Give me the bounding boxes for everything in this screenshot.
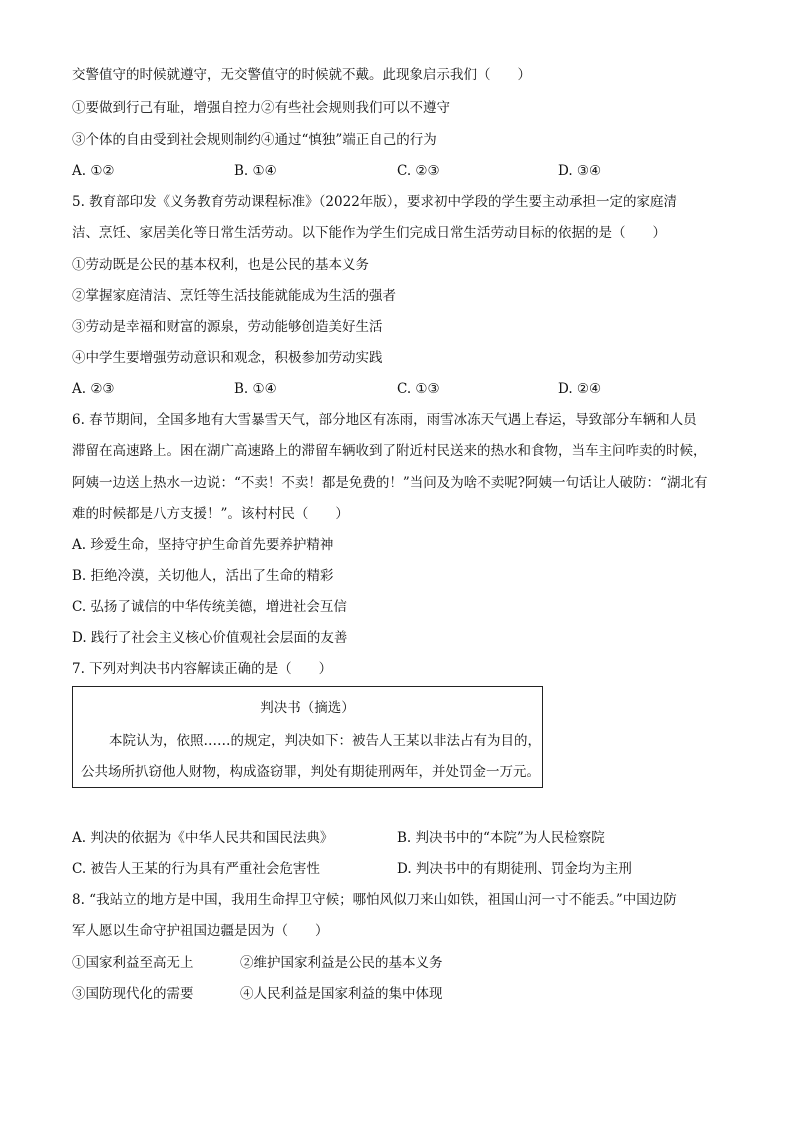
q6-stem-line-2: 滞留在高速路上。困在湖广高速路上的滞留车辆收到了附近村民送来的热水和食物，当车主问咋卖的时候， [72, 443, 707, 459]
q6-stem-line-4: 难的时候都是八方支援！”。该村村民（ ） [72, 506, 349, 522]
q8-stem-line-1: 8. “我站立的地方是中国，我用生命捍卫守候；哪怕风似刀来山如铁，祖国山河一寸不能丢。”中国边防 [72, 892, 677, 908]
judgment-box-title: 判决书（摘选） [260, 700, 355, 716]
q7-option-b: B. 判决书中的“本院”为人民检察院 [397, 830, 605, 846]
q7-stem: 7. 下列对判决书内容解读正确的是（ ） [72, 661, 333, 677]
q6-stem-line-1: 6. 春节期间，全国多地有大雪暴雪天气，部分地区有冻雨，雨雪冰冻天气遇上春运，导致部分车辆和人员 [72, 412, 697, 428]
q5-option-b: B. ①④ [234, 381, 277, 397]
q4-option-c: C. ②③ [397, 163, 440, 179]
judgment-excerpt-box [72, 686, 543, 788]
q4-item-1: ①要做到行己有耻，增强自控力②有些社会规则我们可以不遵守 [72, 100, 450, 116]
q8-stem-line-2: 军人愿以生命守护祖国边疆是因为（ ） [72, 923, 329, 939]
q7-option-d: D. 判决书中的有期徒刑、罚金均为主刑 [397, 861, 632, 877]
q4-option-a: A. ①② [72, 163, 115, 179]
judgment-box-text-line-2: 公共场所扒窃他人财物，构成盗窃罪，判处有期徒刑两年，并处罚金一万元。 [81, 764, 540, 780]
q5-item-1: ①劳动既是公民的基本权利，也是公民的基本义务 [72, 257, 369, 273]
q6-option-c: C. 弘扬了诚信的中华传统美德，增进社会互信 [72, 599, 347, 615]
q5-option-c: C. ①③ [397, 381, 440, 397]
q4-item-2: ③个体的自由受到社会规则制约④通过“慎独”端正自己的行为 [72, 132, 437, 148]
q8-item-2: ②维护国家利益是公民的基本义务 [240, 955, 443, 971]
q4-option-b: B. ①④ [234, 163, 277, 179]
q8-item-3: ③国防现代化的需要 [72, 986, 194, 1002]
q4-option-d: D. ③④ [558, 163, 602, 179]
q5-option-a: A. ②③ [72, 381, 115, 397]
q6-option-b: B. 拒绝冷漠，关切他人，活出了生命的精彩 [72, 568, 334, 584]
q6-option-a: A. 珍爱生命，坚持守护生命首先要养护精神 [72, 537, 334, 553]
q8-item-1: ①国家利益至高无上 [72, 955, 194, 971]
q5-stem-line-2: 洁、烹饪、家居美化等日常生活劳动。以下能作为学生们完成日常生活劳动目标的依据的是（ ） [72, 225, 666, 241]
q5-item-3: ③劳动是幸福和财富的源泉，劳动能够创造美好生活 [72, 319, 383, 335]
judgment-box-text-line-1: 本院认为，依照……的规定，判决如下：被告人王某以非法占有为目的， [109, 733, 541, 749]
q8-item-4: ④人民利益是国家利益的集中体现 [240, 986, 443, 1002]
q5-item-4: ④中学生要增强劳动意识和观念，积极参加劳动实践 [72, 350, 383, 366]
q6-option-d: D. 践行了社会主义核心价值观社会层面的友善 [72, 630, 348, 646]
q5-stem-line-1: 5. 教育部印发《义务教育劳动课程标准》（2022年版），要求初中学段的学生要主动承担一定的家庭清 [72, 194, 678, 210]
q4-stem: 交警值守的时候就遵守，无交警值守的时候就不戴。此现象启示我们（ ） [72, 67, 531, 83]
q6-stem-line-3: 阿姨一边送上热水一边说：“不卖！不卖！都是免费的！”当问及为啥不卖呢?阿姨一句话让人破防：“湖北有 [72, 475, 708, 491]
q7-option-c: C. 被告人王某的行为具有严重社会危害性 [72, 861, 320, 877]
q5-option-d: D. ②④ [558, 381, 602, 397]
q5-item-2: ②掌握家庭清洁、烹饪等生活技能就能成为生活的强者 [72, 288, 396, 304]
q7-option-a: A. 判决的依据为《中华人民共和国民法典》 [72, 830, 334, 846]
